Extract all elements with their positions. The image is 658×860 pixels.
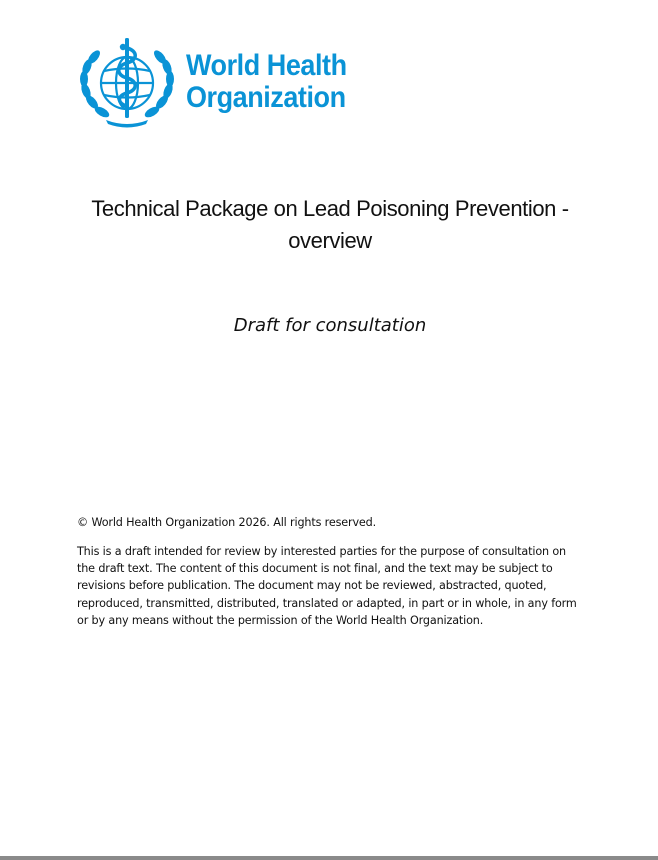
copyright-notice: © World Health Organization 2026. All rights reserved. <box>77 516 377 529</box>
who-logo-wordmark <box>186 50 347 114</box>
disclaimer-line: reproduced, transmitted, distributed, translated or adapted, in part or in whole, in any form <box>77 596 577 610</box>
document-subtitle: Draft for consultation <box>233 315 427 336</box>
who-emblem-icon <box>76 36 178 128</box>
disclaimer-line: This is a draft intended for review by interested parties for the purpose of consultation on <box>77 545 566 558</box>
page-bottom-border <box>0 856 658 860</box>
disclaimer-line: the draft text. The content of this document is not final, and the text may be subject to <box>77 562 553 576</box>
disclaimer-paragraph <box>77 543 589 629</box>
who-logo <box>76 36 376 128</box>
disclaimer-line: revisions before publication. The document may not be reviewed, abstracted, quoted, <box>77 579 547 593</box>
document-title-line2: overview <box>288 228 372 253</box>
logo-text-line1: World Health <box>186 49 347 82</box>
document-title <box>60 193 600 257</box>
logo-text-line2: Organization <box>186 81 346 114</box>
document-title-line1: Technical Package on Lead Poisoning Prevention - <box>91 196 569 221</box>
disclaimer-line: or by any means without the permission of the World Health Organization. <box>77 613 484 627</box>
